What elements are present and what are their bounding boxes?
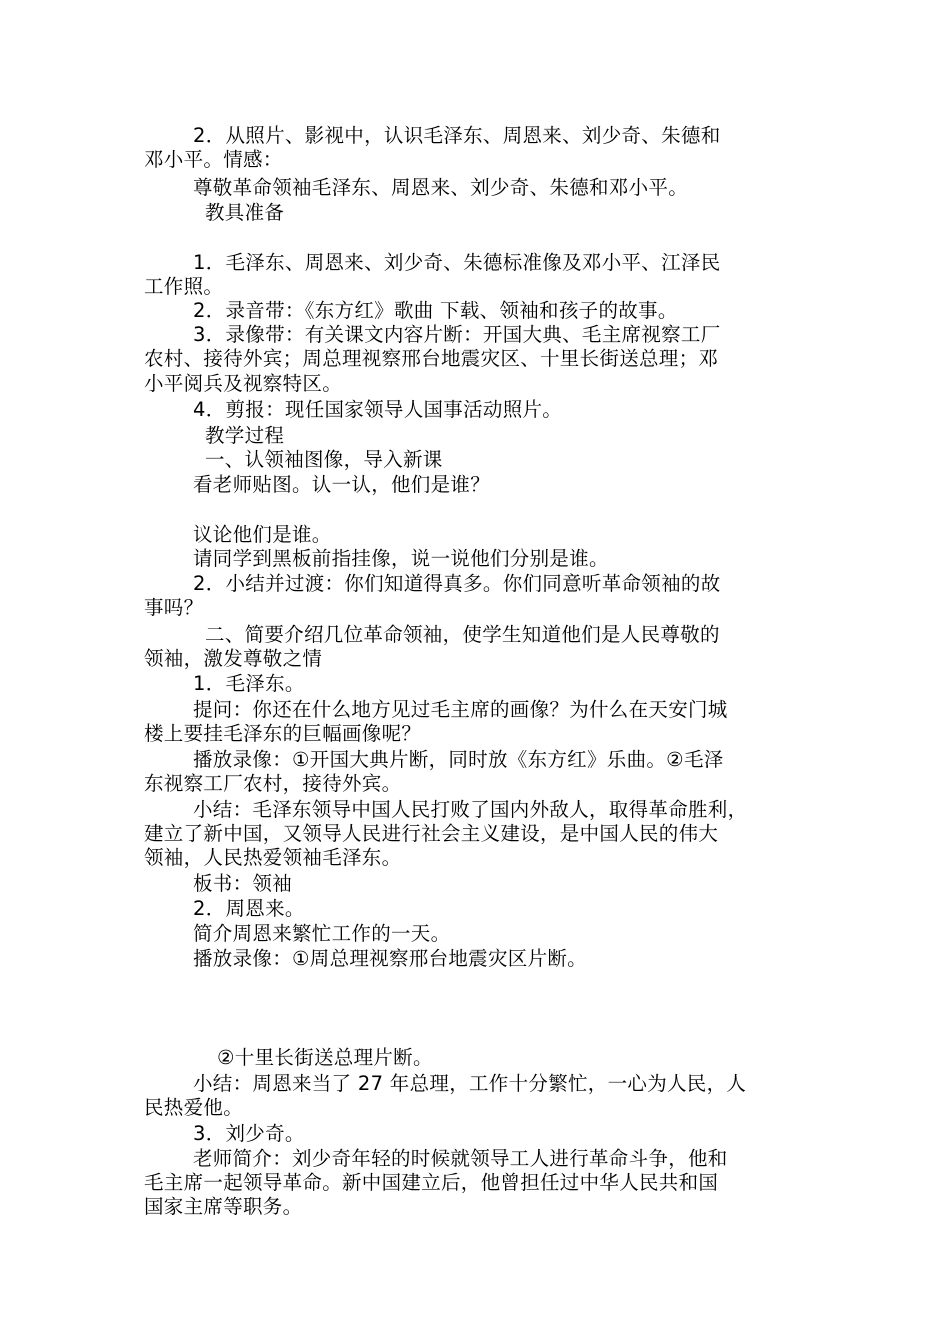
text-line: 3．刘少奇。	[193, 1122, 305, 1145]
text-line: 农村、接待外宾；周总理视察邢台地震灾区、十里长街送总理；邓	[144, 347, 719, 370]
section-heading: 教具准备	[205, 201, 285, 224]
text-line: 老师简介：刘少奇年轻的时候就领导工人进行革命斗争，他和	[193, 1147, 728, 1170]
text-line: 小结：毛泽东领导中国人民打败了国内外敌人，取得革命胜利，	[193, 798, 748, 821]
text-line: 国家主席等职务。	[144, 1195, 303, 1218]
text-line: 尊敬革命领袖毛泽东、周恩来、刘少奇、朱德和邓小平。	[193, 176, 689, 199]
text-line: 板书：领袖	[193, 872, 293, 895]
text-line: 播放录像：①周总理视察邢台地震灾区片断。	[193, 947, 587, 970]
text-line: 小平阅兵及视察特区。	[144, 372, 343, 395]
text-line: 小结：周恩来当了 27 年总理，工作十分繁忙，一心为人民，人	[193, 1072, 747, 1095]
text-line: 提问：你还在什么地方见过毛主席的画像？为什么在天安门城	[193, 698, 728, 721]
text-line: 东视察工厂农村，接待外宾。	[144, 772, 402, 795]
text-line: 简介周恩来繁忙工作的一天。	[193, 922, 451, 945]
text-line: 2．从照片、影视中，认识毛泽东、周恩来、刘少奇、朱德和	[193, 124, 721, 147]
text-line: 3．录像带：有关课文内容片断：开国大典、毛主席视察工厂	[193, 323, 721, 346]
subsection-heading: 一、认领袖图像，导入新课	[205, 448, 443, 471]
text-line: 请同学到黑板前指挂像，说一说他们分别是谁。	[193, 547, 609, 570]
text-line: ②十里长街送总理片断。	[217, 1046, 433, 1069]
text-line: 1．毛泽东、周恩来、刘少奇、朱德标准像及邓小平、江泽民	[193, 251, 721, 274]
text-line: 1．毛泽东。	[193, 672, 305, 695]
section-heading: 教学过程	[205, 424, 285, 447]
text-line: 4．剪报：现任国家领导人国事活动照片。	[193, 398, 563, 421]
text-line: 楼上要挂毛泽东的巨幅画像呢？	[144, 722, 422, 745]
text-line: 2．周恩来。	[193, 897, 305, 920]
text-line: 2．录音带：《东方红》歌曲 下载、领袖和孩子的故事。	[193, 299, 678, 322]
subsection-heading: 二、简要介绍几位革命领袖，使学生知道他们是人民尊敬的	[205, 623, 720, 646]
text-line: 看老师贴图。认一认，他们是谁？	[193, 473, 491, 496]
text-line: 工作照。	[144, 275, 224, 298]
text-line: 邓小平。情感：	[144, 148, 283, 171]
text-line: 播放录像：①开国大典片断，同时放《东方红》乐曲。②毛泽	[193, 748, 724, 771]
text-line: 议论他们是谁。	[193, 523, 332, 546]
text-line: 建立了新中国，又领导人民进行社会主义建设，是中国人民的伟大	[144, 822, 719, 845]
text-line: 毛主席一起领导革命。新中国建立后，他曾担任过中华人民共和国	[144, 1171, 719, 1194]
text-line: 领袖，激发尊敬之情	[144, 647, 323, 670]
text-line: 领袖，人民热爱领袖毛泽东。	[144, 846, 402, 869]
text-line: 事吗？	[144, 596, 204, 619]
text-line: 民热爱他。	[144, 1096, 244, 1119]
text-line: 2．小结并过渡：你们知道得真多。你们同意听革命领袖的故	[193, 572, 721, 595]
